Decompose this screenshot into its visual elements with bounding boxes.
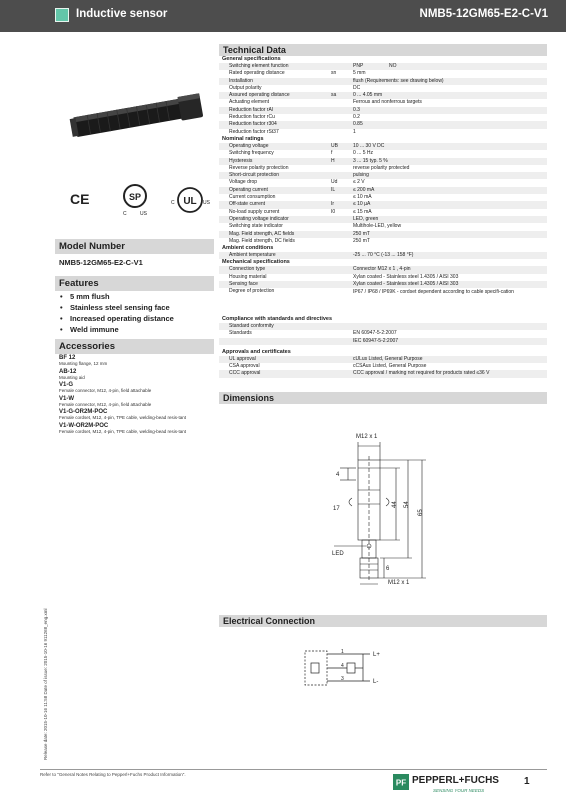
dim-65-label: 65	[418, 509, 424, 516]
spec-label: Degree of protection	[229, 288, 275, 295]
spec-value: cCSAus Listed, General Purpose	[353, 363, 427, 370]
general-notes-reference: Refer to "General Notes Relating to Pepperl+Fuchs Product Information".	[40, 772, 186, 777]
spec-symbol: UB	[331, 142, 338, 149]
accessory-name: AB-12	[59, 368, 77, 375]
spec-value: cULus Listed, General Purpose	[353, 355, 423, 362]
wiring-diagram	[295, 645, 405, 690]
thread-top-label: M12 x 1	[356, 434, 378, 440]
spec-value: pulsing	[353, 172, 369, 179]
spec-label: Installation	[229, 77, 253, 84]
pepperl-fuchs-logo	[393, 774, 508, 796]
spec-row	[219, 194, 547, 201]
group-heading: Nominal ratings	[222, 135, 264, 142]
spec-value: CCC approval / marking not required for products rated ≤36 V	[353, 370, 490, 377]
spec-value: Connector M12 x 1 , 4-pin	[353, 266, 411, 273]
footer-divider	[40, 769, 547, 770]
spec-label: Connection type	[229, 266, 266, 273]
compliance-rows	[219, 323, 547, 345]
page-number: 1	[524, 776, 530, 787]
spec-value: IEC 60947-5-2:2007	[353, 337, 399, 344]
spec-value: ≤ 200 mA	[353, 186, 375, 193]
spec-row	[219, 216, 547, 223]
negative-terminal-label: L-	[373, 679, 379, 685]
approval-rows	[219, 356, 547, 378]
svg-text:C: C	[123, 211, 127, 217]
model-number: NMB5-12GM65-E2-C-V1	[59, 258, 143, 267]
spec-label: Switching element function	[229, 63, 289, 69]
spec-label: Mag. Field strength, AC fields	[229, 230, 295, 237]
page-title: Inductive sensor	[76, 8, 168, 20]
accessory-name: V1-G-OR2M-POC	[59, 409, 108, 415]
ambient-rows	[219, 252, 547, 259]
part-number: NMB5-12GM65-E2-C-V1	[419, 8, 548, 20]
spec-label: Reverse polarity protection	[229, 164, 289, 171]
accessory-name: BF 12	[59, 355, 76, 361]
accessory-name: V1-W	[59, 395, 74, 402]
pin-4-label: 4	[341, 663, 344, 669]
csa-mark-icon	[120, 183, 150, 217]
spec-label: Sensing face	[229, 281, 258, 288]
svg-text:UL: UL	[183, 196, 197, 207]
spec-label: Switching state indicator	[229, 223, 283, 230]
spec-label: CCC approval	[229, 370, 261, 377]
spec-value: 1	[353, 128, 356, 135]
sensor-product-image	[68, 92, 210, 138]
spec-value: 0.3	[353, 106, 360, 113]
svg-text:US: US	[140, 211, 147, 217]
dim-54-label: 54	[404, 501, 410, 508]
spec-row	[219, 99, 547, 106]
dimension-drawing	[300, 428, 460, 588]
spec-value: flush (Requirements: see drawing below)	[353, 77, 444, 84]
accessory-item	[59, 396, 209, 408]
spec-symbol: sa	[331, 92, 337, 99]
spec-label: Reduction factor r304	[229, 121, 277, 128]
spec-row	[219, 92, 547, 99]
spec-row	[219, 158, 547, 165]
spec-label: Rated operating distance	[229, 70, 285, 77]
spec-label: Actuating element	[229, 99, 270, 106]
ul-mark-icon	[170, 185, 210, 215]
spec-row	[219, 288, 547, 300]
feature-item: • Increased operating distance	[60, 314, 174, 325]
spec-row	[219, 266, 547, 273]
release-date-note: Release date: 2015-10-16 11:58 Date of issue: 2015-10-16 911268_eng.xml	[43, 608, 48, 760]
accessory-desc: Mounting flange, 12 mm	[59, 361, 108, 366]
spec-label: Off-state current	[229, 201, 266, 208]
accessory-desc: Female connector, M12, 4-pin, field attachable	[59, 401, 152, 407]
thread-bottom-label: M12 x 1	[388, 580, 410, 586]
spec-value: DC	[353, 84, 361, 91]
spec-label: Reduction factor rAl	[229, 106, 273, 113]
spec-row	[219, 209, 547, 216]
accessory-desc: Female cordset, M12, 4-pin, TPE cable, welding-bead resis-tant	[59, 428, 186, 434]
spec-row	[219, 370, 547, 377]
spec-row	[219, 143, 547, 150]
accessory-item	[59, 355, 209, 367]
spec-symbol: I0	[331, 208, 336, 215]
spec-value: 0.2	[353, 114, 360, 121]
accessory-item	[59, 382, 209, 394]
spec-symbol: f	[331, 150, 333, 157]
spec-value: 0 ... 5 Hz	[353, 150, 374, 157]
spec-value: ≤ 2 V	[353, 179, 365, 186]
brand-name: PEPPERL+FUCHS	[412, 775, 499, 786]
spec-label: Switching frequency	[229, 150, 274, 157]
spec-label: Housing material	[229, 273, 267, 280]
group-heading: General specifications	[222, 56, 281, 62]
category-logo-icon	[55, 8, 69, 22]
spec-value: ≤ 15 mA	[353, 208, 372, 215]
features-heading: Features	[55, 276, 214, 291]
spec-label: Ambient temperature	[229, 252, 276, 259]
spec-value: Multihole-LED, yellow	[353, 223, 402, 230]
dim-17-label: 17	[333, 506, 340, 512]
spec-symbol: sn	[331, 70, 337, 77]
spec-row	[219, 201, 547, 208]
spec-row	[219, 356, 547, 363]
group-heading: Compliance with standards and directives	[222, 316, 333, 322]
mechanical-rows	[219, 266, 547, 300]
spec-symbol: Ud	[331, 179, 338, 186]
spec-label: Current consumption	[229, 194, 276, 201]
spec-row	[219, 330, 547, 337]
spec-value: Xylan coated - Stainless steel 1.4305 / AISI 303	[353, 273, 459, 280]
pin-3-label: 3	[341, 676, 344, 682]
spec-row	[219, 129, 547, 136]
spec-row	[219, 281, 547, 288]
accessory-item	[59, 409, 209, 421]
spec-value: PNP	[353, 63, 364, 69]
spec-label: Short-circuit protection	[229, 172, 280, 179]
accessory-desc: Female connector, M12, 4-pin, field attachable	[59, 388, 152, 393]
spec-value: 250 mT	[353, 230, 370, 237]
spec-label: No-load supply current	[229, 208, 280, 215]
svg-text:PF: PF	[395, 778, 407, 788]
page-header	[0, 0, 566, 32]
spec-label: Operating voltage	[229, 142, 269, 149]
spec-row	[219, 63, 547, 70]
spec-label: Operating current	[229, 186, 268, 193]
spec-value: 250 mT	[353, 237, 370, 244]
spec-row	[219, 274, 547, 281]
spec-row	[219, 338, 547, 345]
dim-6-label: 6	[386, 566, 390, 572]
spec-row	[219, 70, 547, 77]
spec-value: ≤ 10 µA	[353, 201, 371, 208]
spec-value: 5 mm	[353, 70, 366, 77]
spec-value: Ferrous and nonferrous targets	[353, 99, 422, 106]
spec-label: Voltage drop	[229, 179, 258, 186]
spec-value: Xylan coated - Stainless steel 1.4305 / AISI 303	[353, 281, 459, 288]
feature-item: • Stainless steel sensing face	[60, 303, 174, 314]
ce-mark-icon: CE	[70, 191, 90, 207]
pin-1-label: 1	[341, 649, 344, 655]
spec-label: Mag. Field strength, DC fields	[229, 237, 295, 244]
technical-data-table	[219, 56, 547, 300]
spec-row	[219, 223, 547, 230]
electrical-connection-heading: Electrical Connection	[219, 615, 547, 627]
spec-symbol: Ir	[331, 201, 335, 208]
certification-marks	[70, 183, 220, 223]
accessories-list	[59, 355, 209, 436]
spec-value: reverse polarity protected	[353, 164, 410, 171]
spec-label: Reduction factor rCu	[229, 114, 275, 121]
group-heading: Mechanical specifications	[222, 259, 290, 266]
spec-symbol: IL	[331, 186, 336, 193]
dim-44-label: 44	[392, 501, 398, 508]
spec-value: 0 ... 4.05 mm	[353, 92, 383, 99]
spec-label: Hysteresis	[229, 157, 253, 164]
accessory-desc: Mounting aid	[59, 374, 85, 380]
feature-item: • Weld immune	[60, 325, 174, 336]
spec-row	[219, 172, 547, 179]
spec-label: Standards	[229, 330, 252, 337]
group-heading: Ambient conditions	[222, 245, 274, 252]
spec-row	[219, 179, 547, 186]
spec-label: Output polarity	[229, 84, 262, 91]
spec-row	[219, 231, 547, 238]
spec-value: -25 ... 70 °C (-13 ... 158 °F)	[353, 252, 414, 259]
led-label: LED	[332, 551, 344, 557]
spec-value: 3 ... 15 typ. 5 %	[353, 157, 388, 164]
spec-label: Operating voltage indicator	[229, 215, 289, 222]
spec-value: LED, green	[353, 215, 379, 222]
pf-logo-icon	[393, 774, 409, 790]
dim-4-label: 4	[336, 472, 340, 478]
spec-row	[219, 363, 547, 370]
spec-value: 10 ... 30 V DC	[353, 142, 385, 149]
spec-row	[219, 107, 547, 114]
model-number-heading: Model Number	[55, 239, 214, 254]
accessory-name: V1-W-OR2M-POC	[59, 422, 109, 429]
accessories-heading: Accessories	[55, 339, 214, 354]
general-rows	[219, 63, 547, 136]
spec-symbol: H	[331, 157, 335, 164]
spec-label: Reduction factor rSt37	[229, 128, 279, 135]
nominal-rows	[219, 143, 547, 245]
svg-text:SP: SP	[128, 192, 142, 202]
spec-row	[219, 85, 547, 92]
accessory-item	[59, 369, 209, 381]
spec-row	[219, 150, 547, 157]
spec-row	[219, 121, 547, 128]
dimensions-heading: Dimensions	[219, 392, 547, 404]
spec-label: UL approval	[229, 355, 256, 362]
spec-value-2: NO	[389, 63, 397, 69]
spec-row	[219, 187, 547, 194]
svg-text:US: US	[203, 200, 210, 206]
accessory-item	[59, 423, 209, 435]
accessory-name: V1-G	[59, 382, 74, 388]
spec-value: IP67 / IP68 / IP69K - cordset dependent according to cable specifi-cation	[353, 288, 514, 295]
spec-row	[219, 165, 547, 172]
spec-value: EN 60947-5-2:2007	[353, 330, 397, 337]
feature-item: • 5 mm flush	[60, 292, 174, 303]
accessory-desc: Female cordset, M12, 4-pin, TPE cable, welding-bead resis-tant	[59, 415, 186, 420]
spec-label: CSA approval	[229, 363, 260, 370]
technical-data-heading: Technical Data	[219, 44, 547, 56]
group-heading: Approvals and certificates	[222, 348, 291, 355]
features-list	[60, 292, 174, 336]
spec-row	[219, 114, 547, 121]
spec-label: Assured operating distance	[229, 92, 290, 99]
svg-text:C: C	[171, 200, 175, 206]
spec-row	[219, 252, 547, 259]
compliance-section	[219, 316, 547, 378]
spec-value: ≤ 10 mA	[353, 194, 372, 201]
spec-label: Standard conformity	[229, 323, 274, 329]
positive-terminal-label: L+	[373, 652, 380, 658]
brand-tagline: SENSING YOUR NEEDS	[433, 788, 485, 793]
spec-value: 0.85	[353, 121, 363, 128]
spec-row	[219, 238, 547, 245]
spec-row	[219, 78, 547, 85]
spec-row	[219, 323, 547, 330]
